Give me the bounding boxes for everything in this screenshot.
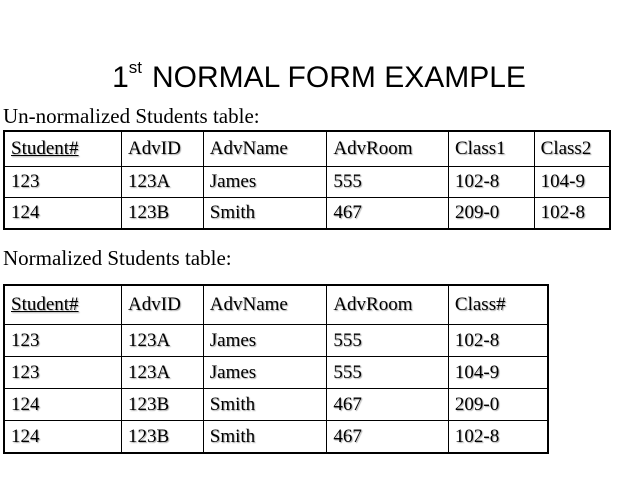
table-cell: 123 [4, 167, 122, 198]
table-cell: 123 [4, 325, 122, 357]
table-cell: 467 [327, 421, 449, 454]
normalized-students-table [3, 284, 549, 454]
table-cell: Smith [203, 389, 327, 421]
table-row [4, 198, 610, 230]
table-cell: 124 [4, 198, 122, 230]
table-header-row [4, 285, 548, 325]
table-cell: James [203, 357, 327, 389]
header-cell: AdvID [122, 131, 204, 167]
title-text: NORMAL FORM EXAMPLE [151, 61, 526, 94]
table-cell: 209-0 [448, 198, 534, 230]
table-header-row [4, 131, 610, 167]
unnormalized-students-table [3, 130, 611, 230]
header-cell: Student# [4, 285, 122, 325]
header-cell: AdvName [203, 131, 327, 167]
header-cell: Class1 [448, 131, 534, 167]
header-cell: AdvID [122, 285, 204, 325]
title-number: 1 [112, 61, 129, 94]
table-cell: 102-8 [534, 198, 610, 230]
table-cell: 123A [122, 357, 204, 389]
table-cell: 555 [327, 325, 449, 357]
table-cell: 467 [327, 198, 449, 230]
table-cell: 467 [327, 389, 449, 421]
slide-title [0, 48, 638, 98]
table-cell: 123A [122, 167, 204, 198]
table-row [4, 167, 610, 198]
table-cell: 104-9 [448, 357, 548, 389]
table-cell: 123B [122, 198, 204, 230]
header-cell: Class# [448, 285, 548, 325]
table-cell: Smith [203, 198, 327, 230]
table-cell: 124 [4, 389, 122, 421]
table-cell: 123 [4, 357, 122, 389]
unnormalized-caption: Un-normalized Students table: [3, 104, 260, 128]
table-cell: 124 [4, 421, 122, 454]
table-cell: James [203, 325, 327, 357]
table-cell: 209-0 [448, 389, 548, 421]
header-cell: AdvName [203, 285, 327, 325]
normalized-caption: Normalized Students table: [3, 246, 232, 270]
header-cell: AdvRoom [327, 285, 449, 325]
table-row [4, 421, 548, 454]
table-cell: Smith [203, 421, 327, 454]
table-cell: 104-9 [534, 167, 610, 198]
header-cell: Student# [4, 131, 122, 167]
table-cell: James [203, 167, 327, 198]
table-cell: 555 [327, 357, 449, 389]
table-cell: 555 [327, 167, 449, 198]
table-cell: 102-8 [448, 167, 534, 198]
table-cell: 123B [122, 389, 204, 421]
title-superscript: st [128, 58, 142, 77]
table-cell: 102-8 [448, 325, 548, 357]
table-cell: 123B [122, 421, 204, 454]
header-cell: Class2 [534, 131, 610, 167]
header-cell: AdvRoom [327, 131, 449, 167]
table-row [4, 357, 548, 389]
table-row [4, 325, 548, 357]
table-cell: 123A [122, 325, 204, 357]
table-row [4, 389, 548, 421]
table-cell: 102-8 [448, 421, 548, 454]
